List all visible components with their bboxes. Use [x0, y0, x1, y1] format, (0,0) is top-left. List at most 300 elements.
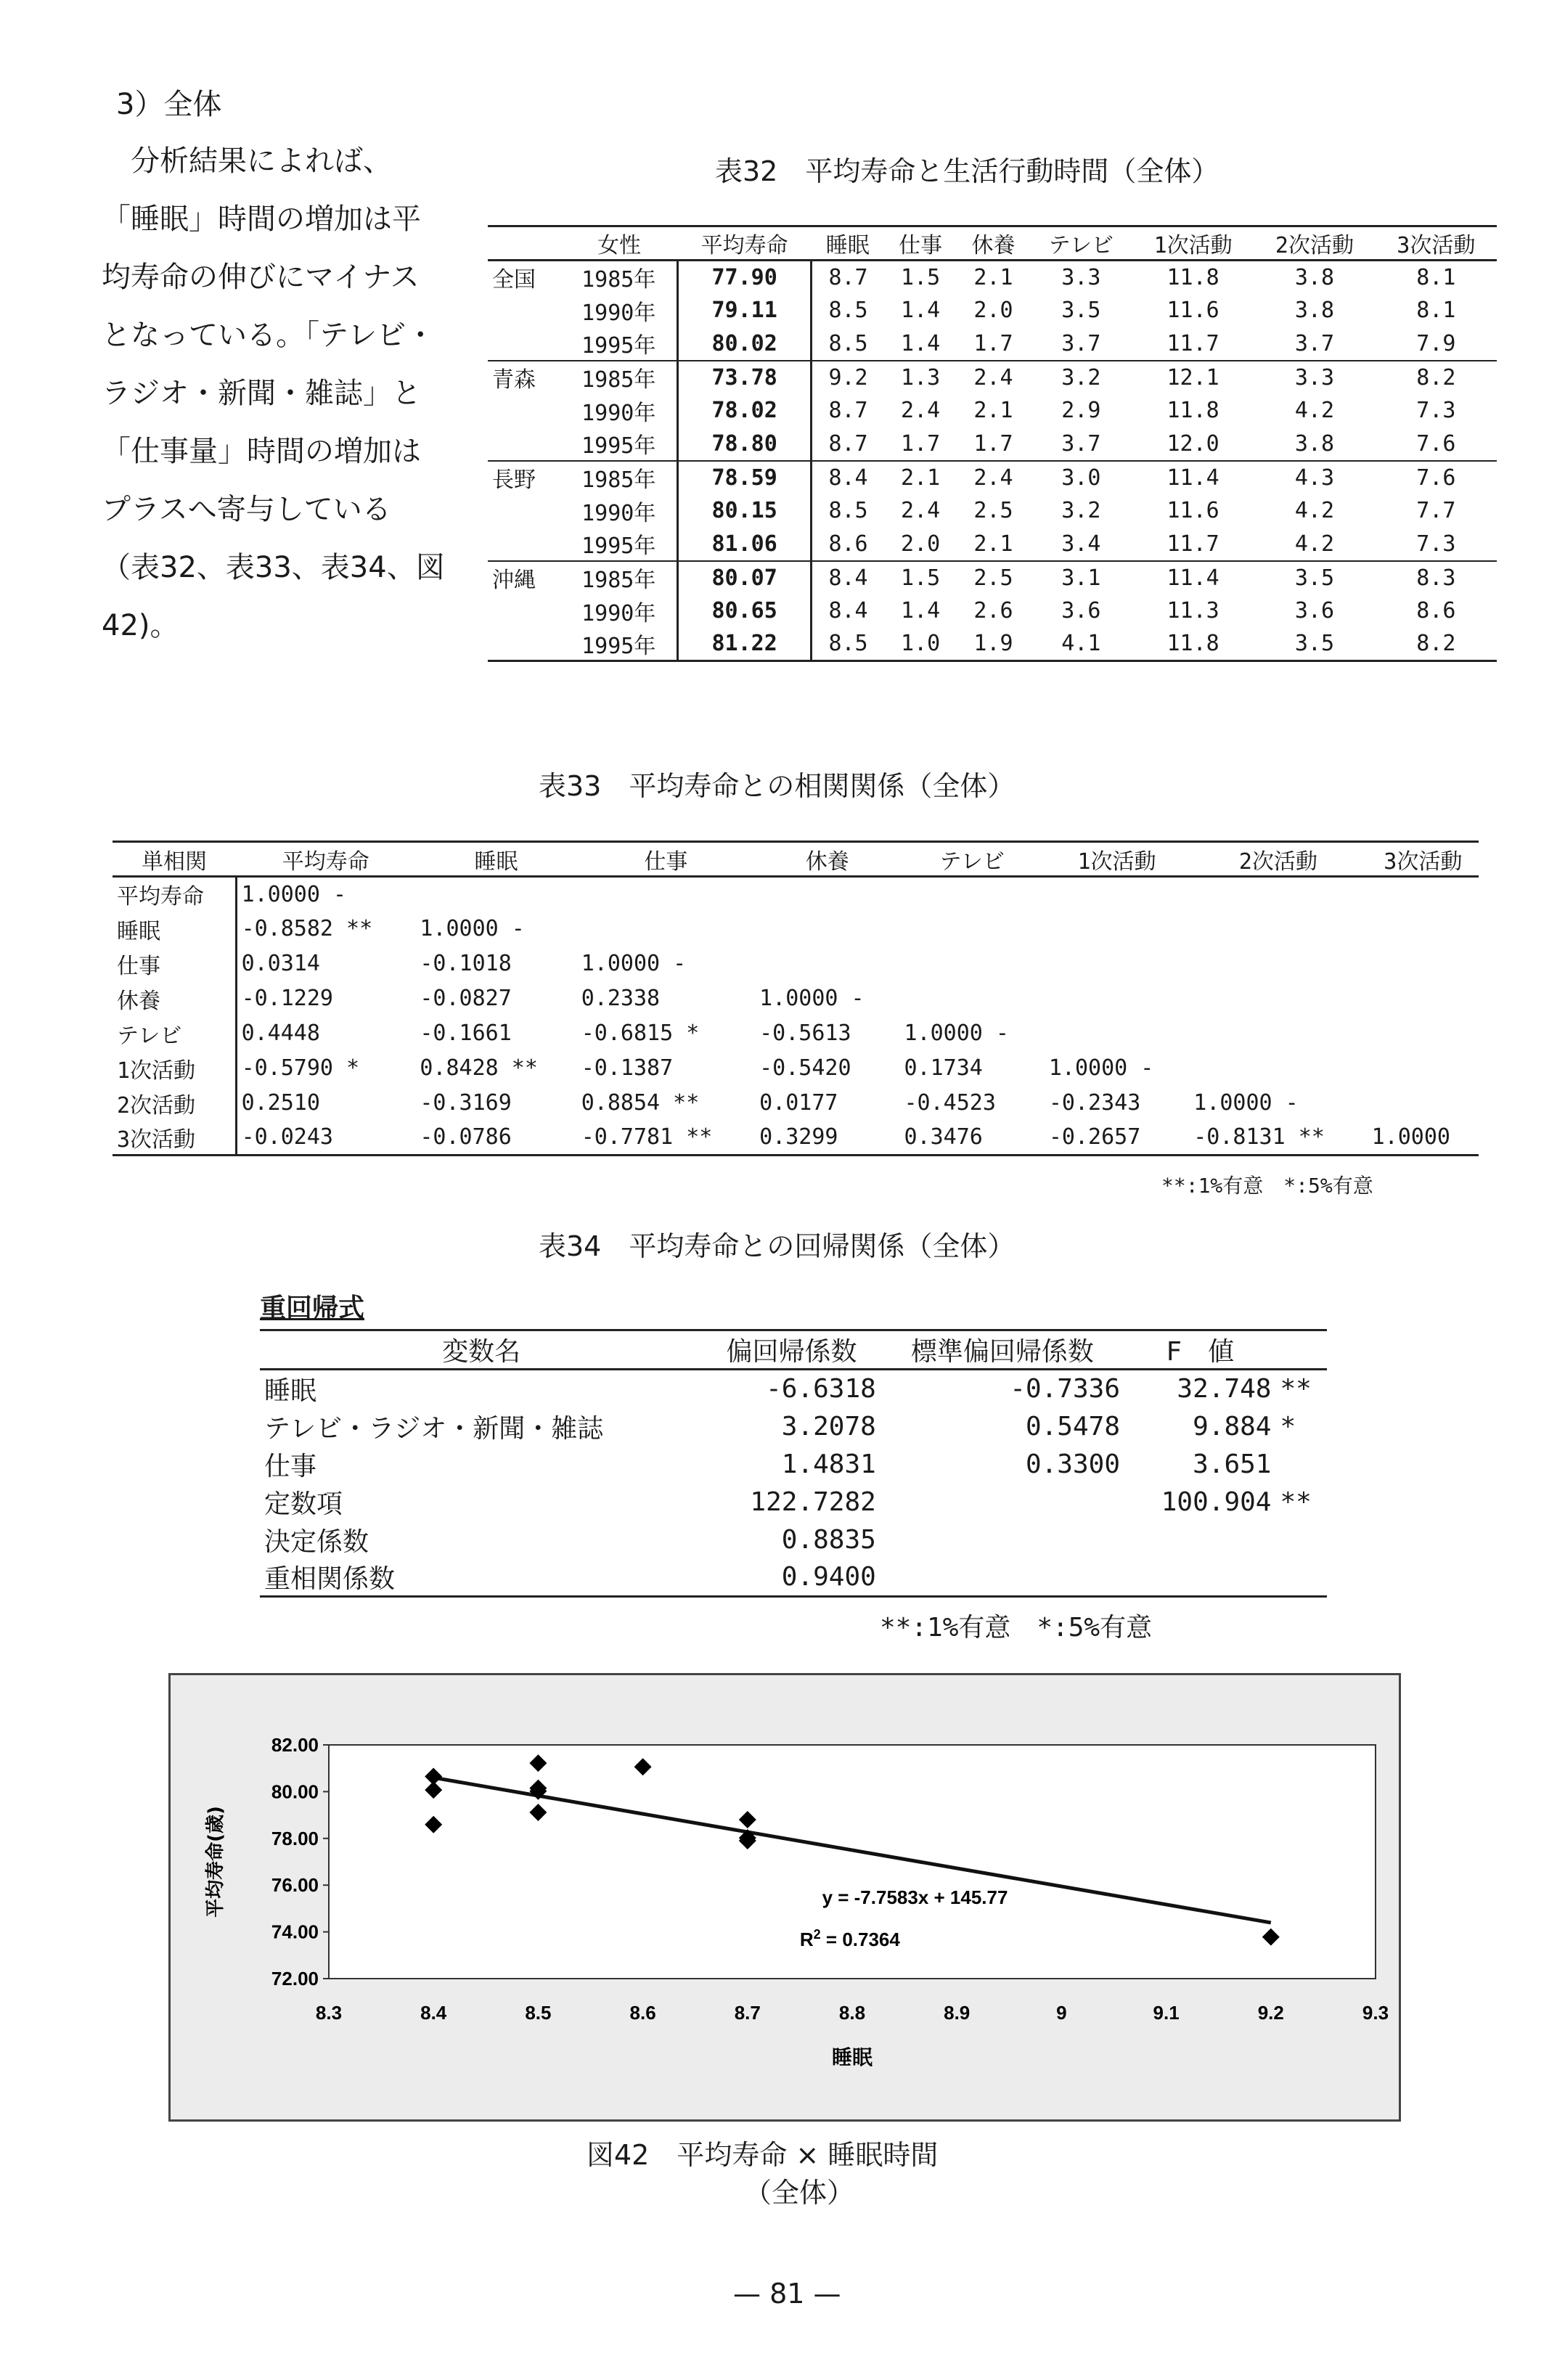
table34-cell: -6.6318 [766, 1374, 876, 1404]
x-tick-label: 8.3 [315, 2002, 343, 2024]
table33-cell: 3次活動 [113, 1121, 236, 1156]
table34-header-cell: 標準偏回帰係数 [910, 1337, 1094, 1367]
table32-cell: 80.15 [678, 494, 812, 528]
intro-line: 「睡眠」時間の増加は平 [102, 203, 421, 236]
table32-cell: 11.8 [1166, 631, 1219, 657]
table32-cell: 4.2 [1294, 398, 1335, 423]
x-tick-label: 9.1 [1153, 2002, 1180, 2024]
y-tick-label: 78.00 [271, 1827, 319, 1849]
table34-row [260, 1558, 1327, 1597]
table32-cell: 2.0 [901, 531, 941, 557]
intro-line: 「仕事量」時間の増加は [102, 435, 421, 468]
table32-cell: 12.1 [1166, 364, 1219, 390]
table34-cell: 仕事 [264, 1451, 317, 1481]
table34-cell: 0.9400 [781, 1562, 876, 1592]
table33-cell: 1.0000 - [420, 916, 525, 941]
table33-cell: 1.0000 - [904, 1021, 1009, 1046]
table32-header-row [488, 226, 1497, 261]
figure42-caption-sub: （全体） [744, 2177, 855, 2209]
table33-cell: -0.0786 [420, 1124, 512, 1150]
intro-line: となっている。「テレビ・ [102, 319, 436, 352]
table32-cell: 1985年 [581, 267, 656, 293]
table33-cell: 1.0000 - [241, 881, 347, 907]
table32-cell: 2.4 [973, 465, 1013, 491]
table32-cell [488, 327, 560, 361]
table34-cell: 3.651 [1193, 1449, 1272, 1479]
table33-cell [1045, 981, 1189, 1016]
table33-cell: -0.5420 [759, 1055, 851, 1081]
table32-cell: 7.6 [1416, 430, 1456, 457]
table32-row [488, 594, 1497, 628]
table32-header-cell: 2次活動 [1275, 233, 1354, 258]
table32-cell: 1.5 [901, 264, 941, 290]
table34-cell [1275, 1445, 1327, 1483]
table32-cell: 3.5 [1294, 565, 1335, 591]
table32-row [488, 361, 1497, 394]
table32-row [488, 494, 1497, 528]
table32-cell [488, 628, 560, 661]
table32-cell: 1.5 [901, 565, 941, 591]
table33-cell [1189, 877, 1367, 912]
x-tick-label: 8.8 [838, 2002, 866, 2024]
table32-cell: 3.2 [1061, 364, 1101, 390]
table32-header-cell: 平均寿命 [700, 233, 788, 258]
table32-cell: 8.4 [828, 465, 868, 491]
table33-cell: -0.0243 [241, 1124, 333, 1150]
table33-cell: テレビ [113, 1016, 236, 1051]
table34-cell: 決定係数 [264, 1526, 369, 1557]
table32-cell: 3.3 [1294, 364, 1335, 390]
table32-cell: 7.7 [1416, 498, 1456, 523]
table32-cell: 2.4 [901, 398, 941, 423]
table32-cell: 3.1 [1061, 565, 1101, 591]
table32-cell: 11.7 [1166, 330, 1219, 356]
table33-cell [1189, 912, 1367, 946]
table32-cell: 1995年 [581, 333, 656, 359]
table32-cell: 2.5 [973, 498, 1013, 523]
table34-cell: テレビ・ラジオ・新聞・雑誌 [264, 1413, 604, 1444]
table33-cell: -0.1387 [581, 1055, 674, 1081]
table32-cell: 1995年 [581, 633, 656, 659]
table32-row [488, 561, 1497, 594]
table33-cell: 1.0000 - [581, 951, 687, 976]
table32-cell: 77.90 [678, 261, 812, 294]
table33-cell [1368, 912, 1479, 946]
table33-header-cell: 単相関 [142, 848, 208, 875]
table32-cell: 8.4 [828, 565, 868, 591]
table33-header-row [113, 842, 1479, 877]
table33-cell [1368, 1086, 1479, 1121]
table32-cell: 1.4 [901, 330, 941, 356]
table34-cell: ** [1280, 1374, 1312, 1404]
x-tick-label: 9.2 [1257, 2002, 1284, 2024]
figure42-chart [168, 1673, 1401, 2122]
r-squared-label: $R^2 = 0.7364$ [799, 1926, 900, 1950]
table33-cell: -0.2657 [1048, 1124, 1141, 1150]
table32-row [488, 294, 1497, 327]
intro-line: 均寿命の伸びにマイナス [102, 261, 420, 294]
table33-cell [1368, 981, 1479, 1016]
table33 [113, 841, 1479, 1156]
table32-cell: 8.3 [1416, 565, 1456, 591]
table32-row [488, 628, 1497, 661]
table34-header-row [260, 1330, 1327, 1370]
table33-cell: -0.6815 * [581, 1021, 700, 1046]
table32-cell: 1990年 [581, 400, 656, 426]
table33-row [113, 946, 1479, 981]
table32-cell: 8.2 [1416, 631, 1456, 657]
table32-cell: 8.5 [828, 298, 868, 323]
table34-cell: 1.4831 [781, 1449, 876, 1479]
table33-cell: 2次活動 [113, 1086, 236, 1121]
table32-cell: 11.4 [1166, 465, 1219, 491]
table34-cell: 0.5478 [1025, 1411, 1120, 1442]
intro-line: プラスへ寄与している [102, 493, 391, 526]
table34-row [260, 1370, 1327, 1408]
table33-cell [1189, 1016, 1367, 1051]
table33-cell: -0.7781 ** [581, 1124, 713, 1150]
x-tick-label: 8.4 [420, 2002, 447, 2024]
table33-cell: 0.8854 ** [581, 1090, 700, 1116]
table32-cell: 3.5 [1061, 298, 1101, 323]
table32-header-cell [488, 226, 560, 261]
table32-cell: 1990年 [581, 600, 656, 626]
table32-cell: 80.65 [678, 594, 812, 628]
table32-row [488, 394, 1497, 428]
table33-cell: -0.0827 [420, 986, 512, 1011]
table32-cell: 73.78 [678, 361, 812, 394]
x-tick-label: 9 [1056, 2002, 1067, 2024]
table32-cell: 1.7 [901, 430, 941, 457]
table33-cell: 平均寿命 [113, 877, 236, 912]
x-tick-label: 8.9 [944, 2002, 971, 2024]
table33-cell: 1.0000 [1371, 1124, 1450, 1150]
table33-cell: -0.2343 [1048, 1090, 1141, 1116]
table32-cell [488, 428, 560, 461]
table32-cell: 7.3 [1416, 531, 1456, 557]
table34-cell: 0.3300 [1025, 1449, 1120, 1479]
table32-cell: 7.9 [1416, 330, 1456, 356]
table34-title: 重回帰式 [260, 1293, 365, 1323]
table34-row [260, 1483, 1327, 1521]
table33-row [113, 981, 1479, 1016]
table32-cell: 3.6 [1061, 598, 1101, 623]
table33-cell: 仕事 [113, 946, 236, 981]
table32-cell: 1985年 [581, 568, 656, 593]
table32-cell: 1985年 [581, 367, 656, 393]
y-tick-label: 74.00 [271, 1921, 319, 1943]
table32-cell [488, 528, 560, 561]
table34-cell: 32.748 [1177, 1374, 1272, 1404]
table32-cell: 2.1 [901, 465, 941, 491]
table34-cell [1275, 1521, 1327, 1558]
table33-cell [1045, 877, 1189, 912]
table32-cell: 2.1 [973, 398, 1013, 423]
table33-cell [899, 981, 1044, 1016]
table34-cell: 0.8835 [781, 1524, 876, 1555]
table34-header-cell: F 値 [1166, 1337, 1235, 1367]
table32-cell: 3.3 [1061, 264, 1101, 290]
table32-cell: 78.02 [678, 394, 812, 428]
table33-cell [577, 877, 755, 912]
table32-cell: 3.2 [1061, 498, 1101, 523]
table34-cell: 100.904 [1161, 1487, 1272, 1517]
table33-header-cell: 睡眠 [474, 848, 518, 875]
table33-cell: 睡眠 [113, 912, 236, 946]
table33-header-cell: 3次活動 [1384, 848, 1463, 875]
table32-cell: 2.6 [973, 598, 1013, 623]
table32-cell: 2.1 [973, 264, 1013, 290]
table33-cell: 1.0000 - [759, 986, 865, 1011]
table33-cell: 0.3476 [904, 1124, 983, 1150]
table34-cell [880, 1483, 1124, 1521]
table33-cell: 0.4448 [241, 1021, 320, 1046]
table32-row [488, 428, 1497, 461]
table34-cell: 3.2078 [781, 1411, 876, 1442]
table34-cell [1124, 1521, 1275, 1558]
table32-cell: 2.9 [1061, 398, 1101, 423]
table34-header-cell [1275, 1330, 1327, 1370]
table32-cell: 3.8 [1294, 298, 1335, 323]
table34-cell: -0.7336 [1010, 1374, 1120, 1404]
table33-cell [1189, 946, 1367, 981]
table33-cell: -0.3169 [420, 1090, 512, 1116]
page-number: — 81 — [733, 2278, 841, 2310]
table32-cell: 11.8 [1166, 398, 1219, 423]
table33-cell [755, 912, 899, 946]
table33-cell [1045, 1016, 1189, 1051]
scatter-plot-svg [171, 1675, 1399, 2119]
table32-cell: 2.4 [901, 498, 941, 523]
table33-row [113, 1016, 1479, 1051]
table33-cell [1189, 981, 1367, 1016]
table32-cell: 1.4 [901, 298, 941, 323]
table33-cell [1368, 1016, 1479, 1051]
table32-header-cell: 休養 [971, 233, 1016, 258]
table32-cell: 8.1 [1416, 264, 1456, 290]
table32-cell: 1.0 [901, 631, 941, 657]
x-axis-label: 睡眠 [831, 2045, 873, 2069]
table32-cell: 8.7 [828, 264, 868, 290]
table33-cell: -0.5790 * [241, 1055, 360, 1081]
table32-cell [488, 594, 560, 628]
table32-cell: 9.2 [828, 364, 868, 390]
table32-cell: 長野 [492, 467, 536, 493]
table33-cell [899, 877, 1044, 912]
table32-cell: 3.8 [1294, 264, 1335, 290]
table33-cell [1045, 912, 1189, 946]
table32 [488, 225, 1497, 662]
trendline-equation: y = -7.7583x + 145.77 [822, 1886, 1008, 1908]
table32-cell [488, 494, 560, 528]
table33-cell: 0.0177 [759, 1090, 838, 1116]
table32-cell: 81.06 [678, 528, 812, 561]
table34-significance-note: **:1%有意 *:5%有意 [880, 1613, 1153, 1643]
table32-cell [488, 394, 560, 428]
table32-caption: 表32 平均寿命と生活行動時間（全体） [715, 155, 1219, 187]
table34-cell [880, 1521, 1124, 1558]
table32-cell: 3.7 [1061, 330, 1101, 356]
table33-cell: 0.1734 [904, 1055, 983, 1081]
table34-caption: 表34 平均寿命との回帰関係（全体） [539, 1230, 1016, 1262]
table33-cell [1368, 1051, 1479, 1086]
section-heading: 3）全体 [116, 88, 222, 121]
table32-cell: 7.3 [1416, 398, 1456, 423]
table33-header-cell: 休養 [805, 848, 849, 875]
table33-cell: 0.8428 ** [420, 1055, 538, 1081]
table33-cell: -0.1018 [420, 951, 512, 976]
table32-cell: 3.7 [1294, 330, 1335, 356]
table32-cell: 1.7 [973, 430, 1013, 457]
table32-cell: 8.6 [828, 531, 868, 557]
x-tick-label: 8.6 [629, 2002, 656, 2024]
table32-cell: 4.2 [1294, 498, 1335, 523]
table33-cell [415, 877, 576, 912]
table34 [260, 1288, 1327, 1598]
table32-cell: 8.7 [828, 398, 868, 423]
table34-row [260, 1521, 1327, 1558]
table32-row [488, 261, 1497, 294]
table33-cell: 0.2338 [581, 986, 661, 1011]
table34-row [260, 1445, 1327, 1483]
table33-row [113, 1051, 1479, 1086]
table33-cell [899, 946, 1044, 981]
table32-header-cell: 女性 [597, 233, 641, 258]
table32-cell: 1.3 [901, 364, 941, 390]
table32-cell: 青森 [492, 367, 536, 393]
table33-cell: 0.0314 [241, 951, 320, 976]
y-tick-label: 76.00 [271, 1874, 319, 1897]
table33-header-cell: 平均寿命 [282, 848, 369, 875]
table32-cell: 8.2 [1416, 364, 1456, 390]
table33-row [113, 1086, 1479, 1121]
table32-cell [488, 294, 560, 327]
table32-cell: 3.5 [1294, 631, 1335, 657]
intro-paragraph [102, 132, 450, 655]
table34-header-cell: 変数名 [442, 1337, 521, 1367]
table32-cell: 78.59 [678, 461, 812, 494]
table33-cell: 1.0000 - [1193, 1090, 1299, 1116]
table34-cell: * [1280, 1411, 1296, 1442]
table32-row [488, 461, 1497, 494]
y-axis-label: 平均寿命(歳) [205, 1806, 226, 1918]
table32-cell: 8.6 [1416, 598, 1456, 623]
table32-cell: 80.07 [678, 561, 812, 594]
table33-significance-note: **:1%有意 *:5%有意 [1161, 1174, 1373, 1198]
table34-row [260, 1407, 1327, 1445]
table32-cell: 3.8 [1294, 430, 1335, 457]
table33-cell: -0.5613 [759, 1021, 851, 1046]
table32-cell: 12.0 [1166, 430, 1219, 457]
table32-cell: 11.6 [1166, 298, 1219, 323]
table33-cell: 休養 [113, 981, 236, 1016]
table33-cell [1045, 946, 1189, 981]
table32-cell: 3.0 [1061, 465, 1101, 491]
table32-cell: 8.1 [1416, 298, 1456, 323]
x-tick-label: 8.7 [734, 2002, 761, 2024]
table34-cell: 睡眠 [264, 1376, 317, 1406]
table33-header-cell: 仕事 [644, 848, 688, 875]
intro-line: （表32、表33、表34、図 [102, 551, 445, 584]
table32-cell: 全国 [492, 267, 536, 293]
intro-line: 分析結果によれば、 [102, 144, 392, 178]
table32-cell: 80.02 [678, 327, 812, 361]
table32-cell: 1.7 [973, 330, 1013, 356]
table32-header-cell: 睡眠 [825, 233, 870, 258]
table34-cell [1124, 1558, 1275, 1597]
table32-cell: 79.11 [678, 294, 812, 327]
table32-cell: 11.7 [1166, 531, 1219, 557]
table33-header-cell: 1次活動 [1077, 848, 1156, 875]
figure42-caption: 図42 平均寿命 × 睡眠時間 [587, 2139, 939, 2171]
table34-cell: 122.7282 [750, 1487, 876, 1517]
table32-cell: 1990年 [581, 500, 656, 526]
table32-cell: 1995年 [581, 433, 656, 459]
table32-cell: 1990年 [581, 300, 656, 326]
table32-cell: 2.1 [973, 531, 1013, 557]
table32-cell: 4.2 [1294, 531, 1335, 557]
table33-cell: 1.0000 - [1048, 1055, 1154, 1081]
table33-cell [1189, 1051, 1367, 1086]
x-tick-label: 8.5 [525, 2002, 552, 2024]
table33-row [113, 912, 1479, 946]
table33-cell [1368, 877, 1479, 912]
table32-cell: 81.22 [678, 628, 812, 661]
table32-cell: 11.8 [1166, 264, 1219, 290]
y-tick-label: 82.00 [271, 1734, 319, 1756]
table34-cell: 9.884 [1193, 1411, 1272, 1442]
table33-row [113, 1121, 1479, 1156]
table32-cell: 4.1 [1061, 631, 1101, 657]
table33-cell: -0.8582 ** [241, 916, 373, 941]
table32-row [488, 528, 1497, 561]
table32-cell: 8.7 [828, 430, 868, 457]
table32-cell: 1985年 [581, 467, 656, 493]
table33-cell: -0.4523 [904, 1090, 996, 1116]
table32-cell: 11.3 [1166, 598, 1219, 623]
table32-cell: 3.7 [1061, 430, 1101, 457]
table32-cell: 8.4 [828, 598, 868, 623]
table32-cell: 2.0 [973, 298, 1013, 323]
table34-cell [880, 1558, 1124, 1597]
table32-cell: 8.5 [828, 498, 868, 523]
y-tick-label: 72.00 [271, 1968, 319, 1990]
table33-header-cell: 2次活動 [1238, 848, 1317, 875]
table33-caption: 表33 平均寿命との相関関係（全体） [539, 770, 1016, 802]
table32-header-cell: 仕事 [899, 233, 943, 258]
table32-cell: 3.6 [1294, 598, 1335, 623]
intro-line: ラジオ・新聞・雑誌」と [102, 377, 421, 410]
y-tick-label: 80.00 [271, 1780, 319, 1803]
table32-cell: 78.80 [678, 428, 812, 461]
table33-cell [755, 946, 899, 981]
table33-cell: -0.1661 [420, 1021, 512, 1046]
table32-cell: 1.9 [973, 631, 1013, 657]
table32-header-cell: 3次活動 [1397, 233, 1476, 258]
table33-cell [577, 912, 755, 946]
table34-cell: 重相関係数 [264, 1564, 396, 1594]
table32-cell: 8.5 [828, 631, 868, 657]
table32-cell: 沖縄 [492, 568, 536, 593]
table32-header-cell: 1次活動 [1153, 233, 1233, 258]
table33-cell: 0.3299 [759, 1124, 838, 1150]
table32-cell: 7.6 [1416, 465, 1456, 491]
table33-cell: -0.1229 [241, 986, 333, 1011]
x-tick-label: 9.3 [1362, 2002, 1389, 2024]
table32-cell: 2.4 [973, 364, 1013, 390]
table33-cell: 0.2510 [241, 1090, 320, 1116]
table33-cell [899, 912, 1044, 946]
